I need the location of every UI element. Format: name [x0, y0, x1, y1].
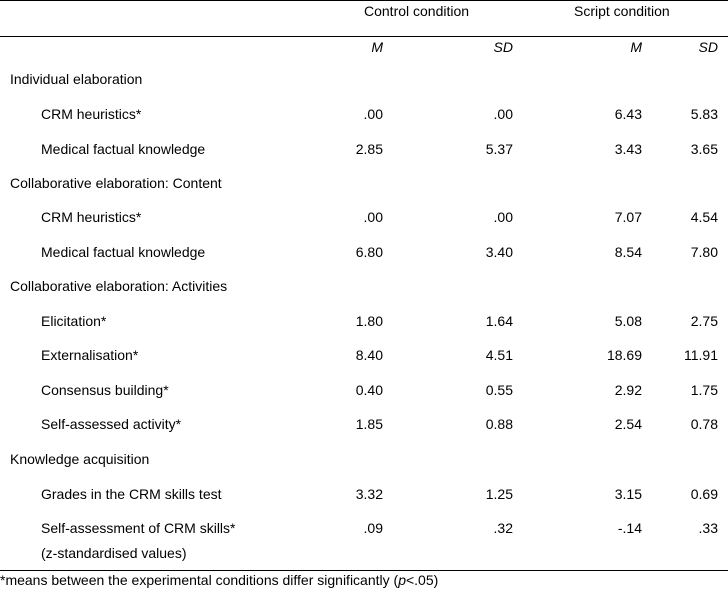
control-m-value: .00: [363, 209, 383, 225]
script-sd-value: 0.78: [690, 416, 718, 432]
script-m-value: -.14: [617, 520, 642, 536]
control-sd-value: .00: [493, 106, 513, 122]
control-m-value: 1.85: [355, 416, 383, 432]
script-m-value: 8.54: [614, 244, 642, 260]
row-label: Medical factual knowledge: [41, 244, 206, 260]
script-sd-header: SD: [698, 39, 718, 55]
script-m-header: M: [630, 39, 642, 55]
row-label: Self-assessment of CRM skills*: [41, 520, 236, 536]
script-m-value: 6.43: [614, 106, 642, 122]
script-sd-value: 7.80: [690, 244, 718, 260]
control-m-value: 2.85: [355, 141, 383, 157]
control-sd-value: 4.51: [485, 347, 513, 363]
script-condition-header: Script condition: [574, 3, 670, 19]
control-sd-value: 0.88: [485, 416, 513, 432]
control-sd-value: 1.25: [485, 486, 513, 502]
control-m-header: M: [371, 39, 383, 55]
row-label: Elicitation*: [41, 313, 107, 329]
control-sd-value: .00: [493, 209, 513, 225]
control-m-value: 6.80: [355, 244, 383, 260]
control-sd-value: 1.64: [485, 313, 513, 329]
control-sd-value: 3.40: [485, 244, 513, 260]
control-m-value: 8.40: [355, 347, 383, 363]
script-sd-value: 2.75: [690, 313, 718, 329]
control-m-value: .00: [363, 106, 383, 122]
row-label: Medical factual knowledge: [41, 141, 206, 157]
row-label: CRM heuristics*: [41, 106, 142, 122]
table-bottom-rule: [0, 570, 728, 571]
section-title: Knowledge acquisition: [10, 451, 150, 467]
footnote-prefix: *means between the experimental conditions differ significantly (: [0, 572, 399, 588]
row-label: Grades in the CRM skills test: [41, 486, 222, 502]
row-label: CRM heuristics*: [41, 209, 142, 225]
table-footnote: [0, 572, 438, 588]
control-m-value: 0.40: [355, 382, 383, 398]
script-m-value: 2.54: [614, 416, 642, 432]
table-top-rule: [0, 0, 728, 1]
row-label: Externalisation*: [41, 347, 139, 363]
header-rule: [0, 36, 728, 37]
script-sd-value: 3.65: [690, 141, 718, 157]
section-title: Collaborative elaboration: Content: [10, 175, 222, 191]
control-sd-header: SD: [493, 39, 513, 55]
control-m-value: 3.32: [355, 486, 383, 502]
control-sd-value: .32: [493, 520, 513, 536]
script-m-value: 2.92: [614, 382, 642, 398]
control-m-value: 1.80: [355, 313, 383, 329]
script-sd-value: 4.54: [690, 209, 718, 225]
script-m-value: 5.08: [614, 313, 642, 329]
script-sd-value: 5.83: [690, 106, 718, 122]
control-sd-value: 0.55: [485, 382, 513, 398]
section-title: Collaborative elaboration: Activities: [10, 278, 228, 294]
control-m-value: .09: [363, 520, 383, 536]
footnote-p: p: [398, 572, 406, 588]
row-label: Self-assessed activity*: [41, 416, 182, 432]
script-sd-value: 1.75: [690, 382, 718, 398]
script-sd-value: 0.69: [690, 486, 718, 502]
row-label-subtitle: (z-standardised values): [41, 545, 187, 561]
control-sd-value: 5.37: [485, 141, 513, 157]
script-m-value: 3.15: [614, 486, 642, 502]
script-sd-value: .33: [698, 520, 718, 536]
script-m-value: 18.69: [606, 347, 642, 363]
script-sd-value: 11.91: [684, 347, 718, 363]
script-m-value: 3.43: [614, 141, 642, 157]
script-m-value: 7.07: [614, 209, 642, 225]
control-condition-header: Control condition: [364, 3, 470, 19]
section-title: Individual elaboration: [10, 71, 143, 87]
row-label: Consensus building*: [41, 382, 169, 398]
footnote-suffix: <.05): [405, 572, 439, 588]
